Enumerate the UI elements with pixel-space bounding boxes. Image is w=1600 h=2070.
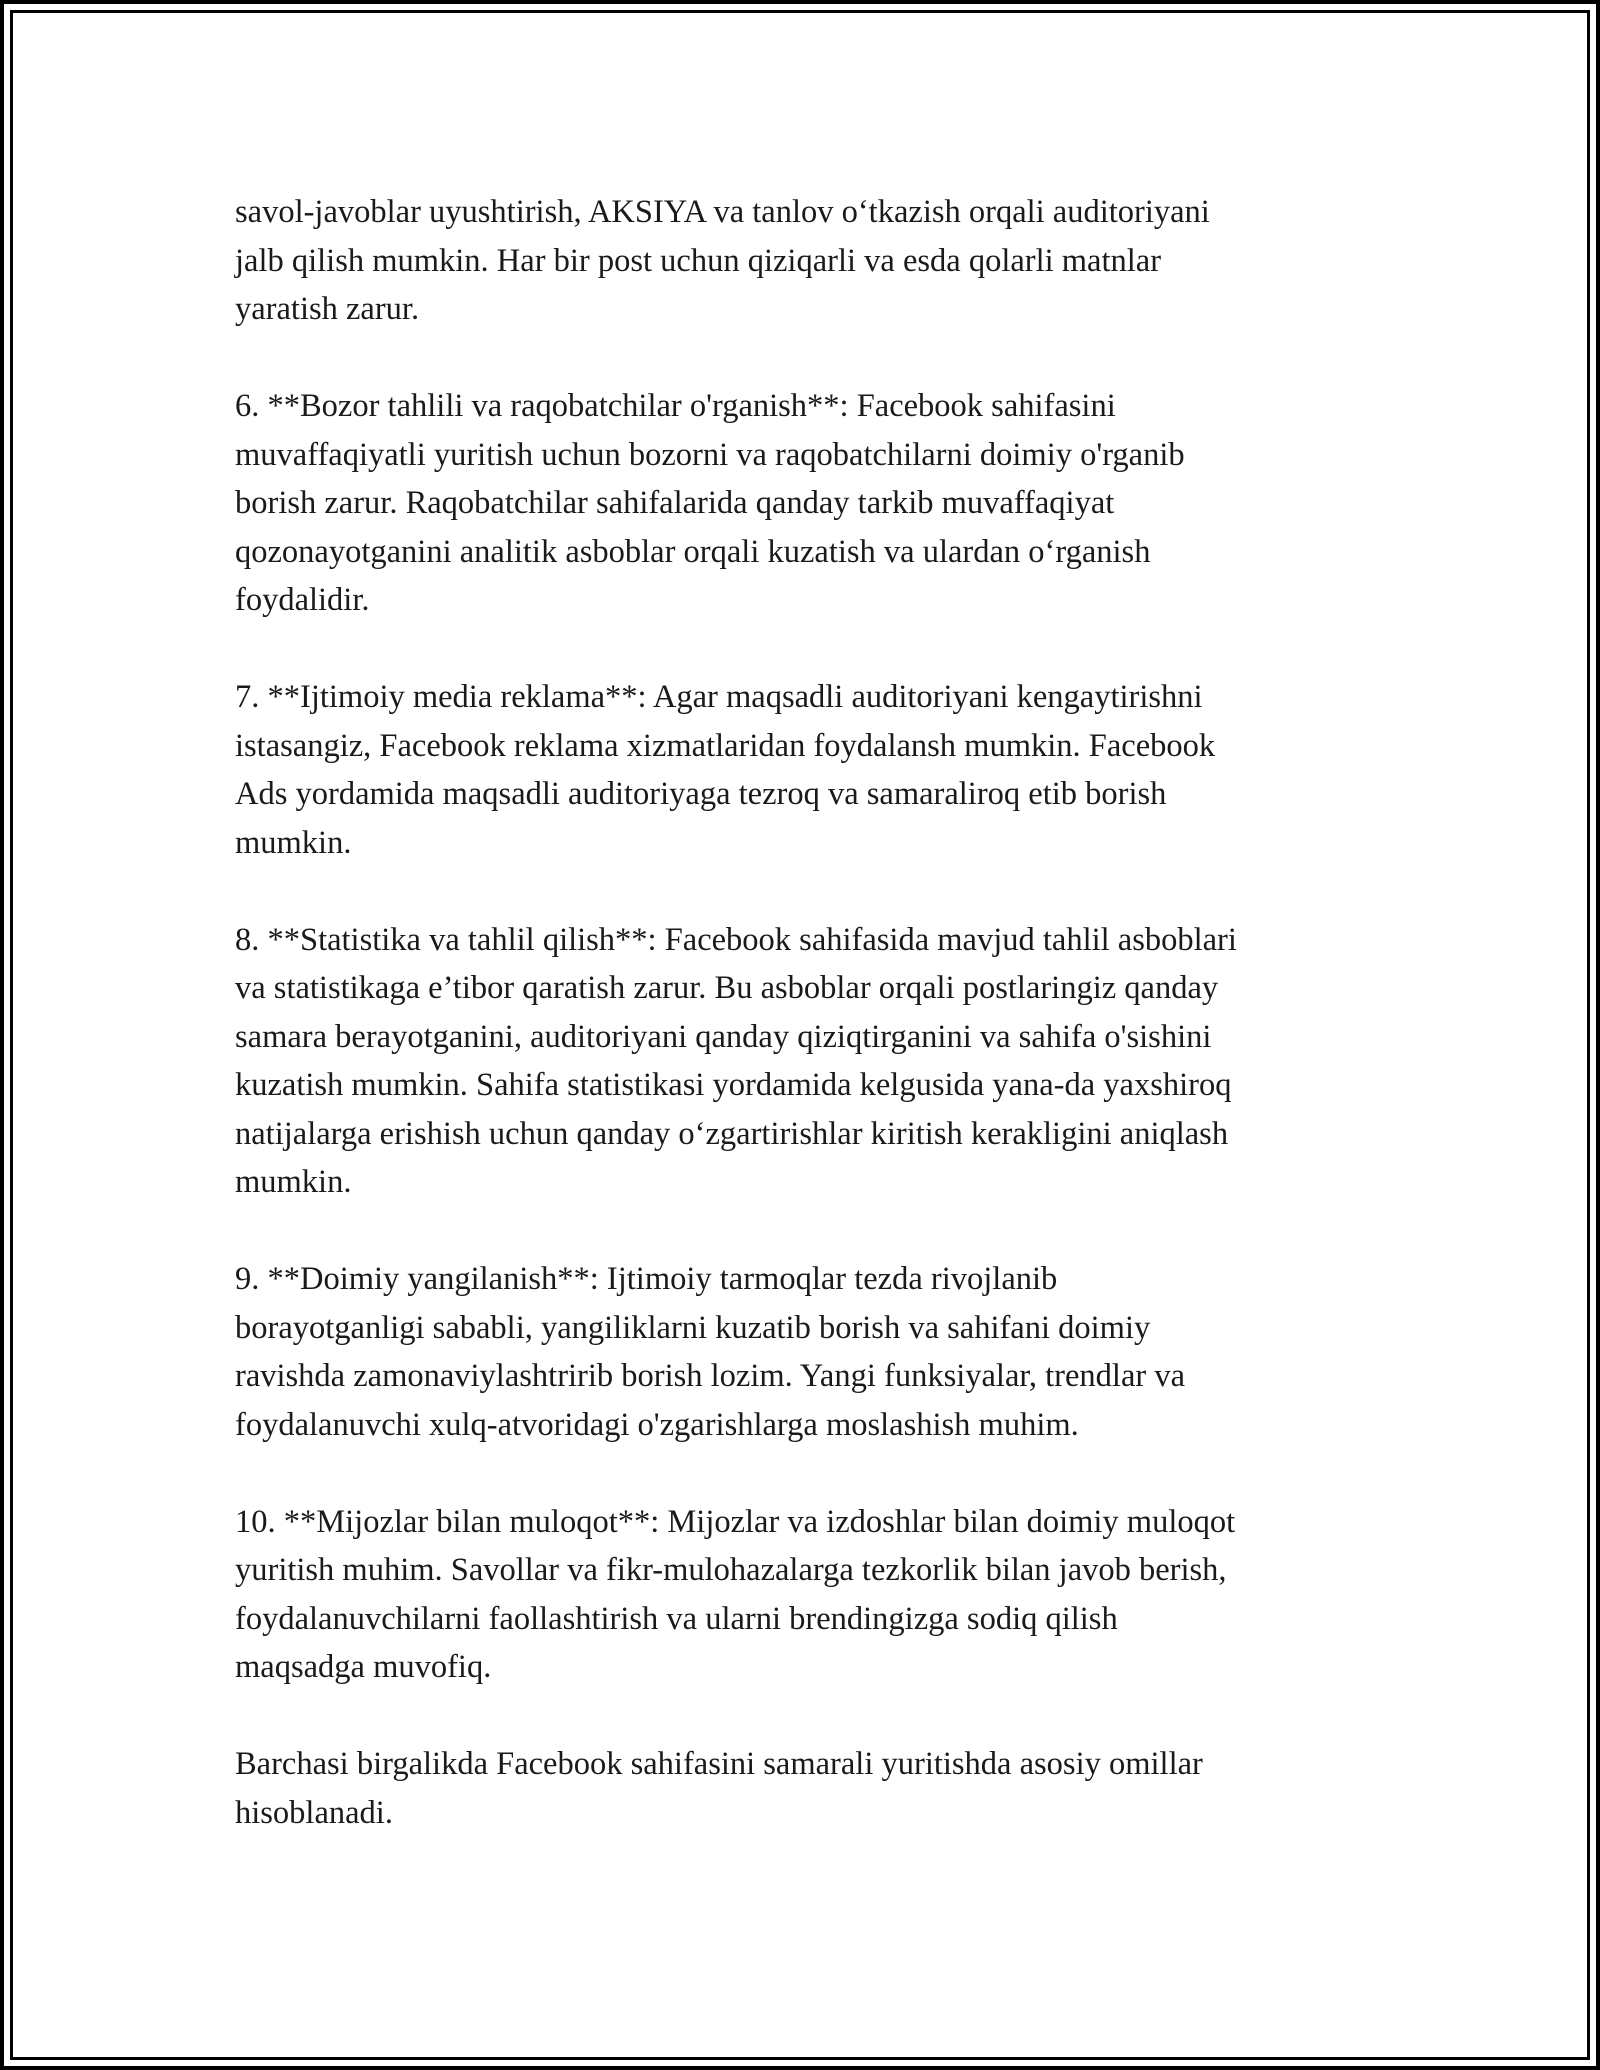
paragraph-conclusion: Barchasi birgalikda Facebook sahifasini samarali yuritishda asosiy omillar hisoblanadi. bbox=[235, 1746, 1203, 1831]
paragraph-intro-continuation: savol-javoblar uyushtirish, AKSIYA va tanlov o‘tkazish orqali auditoriyani jalb qilish mumkin. Har bir post uchun qiziqarli va esda qolarli matnlar yaratish zarur. bbox=[235, 194, 1210, 327]
paragraph-item-8: 8. **Statistika va tahlil qilish**: Facebook sahifasida mavjud tahlil asboblari va statistikaga e’tibor qaratish zarur. Bu asboblar orqali postlaringiz qanday samara berayotganini, auditoriyani qanday qiziqtirganini va sahifa o'sishini kuzatish mumkin. Sahifa statistikasi yordamida kelgusida yana-da yaxshiroq natijalarga erishish uchun qanday o‘zgartirishlar kiritish kerakligini aniqlash mumkin. bbox=[235, 921, 1237, 1200]
paragraph-item-6: 6. **Bozor tahlili va raqobatchilar o'rganish**: Facebook sahifasini muvaffaqiyatli yuritish uchun bozorni va raqobatchilarni doimiy o'rganib borish zarur. Raqobatchilar sahifalarida qanday tarkib muvaffaqiyat qozonayotganini analitik asboblar orqali kuzatish va ulardan o‘rganish foydalidir. bbox=[235, 388, 1185, 618]
document-body bbox=[235, 188, 1375, 1837]
paragraph-item-9: 9. **Doimiy yangilanish**: Ijtimoiy tarmoqlar tezda rivojlanib borayotganligi sababli, yangiliklarni kuzatib borish va sahifani doimiy ravishda zamonaviylashtririb borish lozim. Yangi funksiyalar, trendlar va foydalanuvchi xulq-atvoridagi o'zgarishlarga moslashish muhim. bbox=[235, 1261, 1186, 1443]
paragraph-item-7: 7. **Ijtimoiy media reklama**: Agar maqsadli auditoriyani kengaytirishni istasangiz, Facebook reklama xizmatlaridan foydalansh mumkin. Facebook Ads yordamida maqsadli auditoriyaga tezroq va samaraliroq etib borish mumkin. bbox=[235, 679, 1216, 861]
paragraph-item-10: 10. **Mijozlar bilan muloqot**: Mijozlar va izdoshlar bilan doimiy muloqot yuritish muhim. Savollar va fikr-mulohazalarga tezkorlik bilan javob berish, foydalanuvchilarni faollashtirish va ularni brendingizga sodiq qilish maqsadga muvofiq. bbox=[235, 1503, 1236, 1685]
